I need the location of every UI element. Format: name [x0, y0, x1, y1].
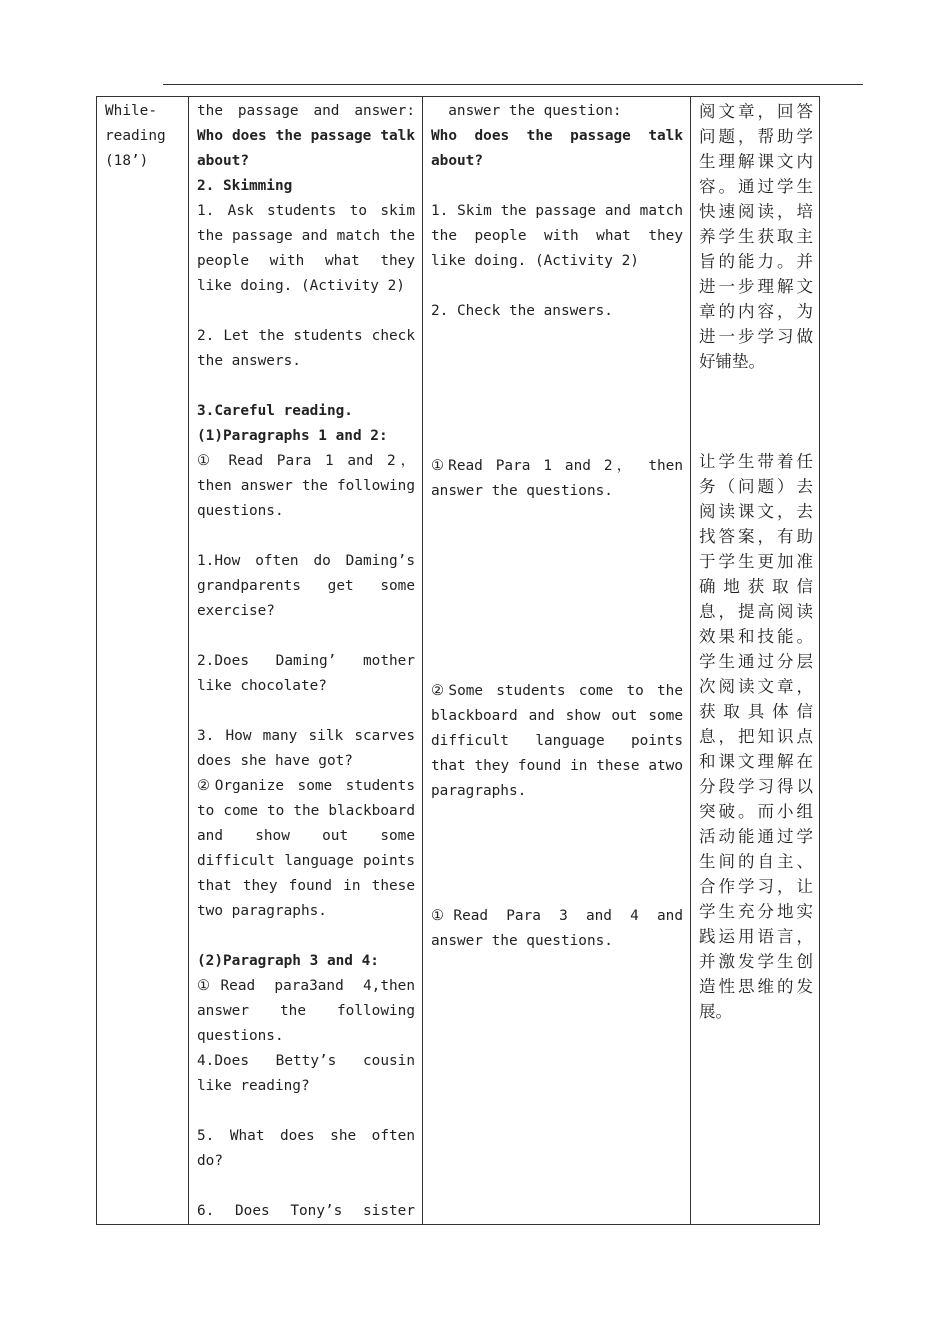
paragraphs-1-2-heading: (1)Paragraphs 1 and 2: [197, 428, 388, 444]
student-question: Who does the passage talk about? [431, 128, 683, 169]
careful-reading-heading: 3.Careful reading. [197, 403, 353, 419]
student-skim-step-2: 2. Check the answers. [431, 303, 613, 319]
purpose-cell [691, 97, 820, 1225]
paragraphs-3-4-task: ①Read para3and 4,then answer the following questions. [197, 978, 415, 1044]
teacher-activity-cell [189, 97, 423, 1225]
teacher-intro: the passage and answer: [197, 103, 415, 119]
student-skim-step-1: 1. Skim the passage and match the people with what they like doing. (Activity 2) [431, 203, 683, 269]
student-paragraphs-1-2-task: ①Read Para 1 and 2， then answer the questions. [431, 458, 683, 499]
question-3: 3. How many silk scarves does she have got? [197, 728, 415, 769]
skim-step-1: 1. Ask students to skim the passage and match the people with what they like doing. (Activity 2) [197, 203, 415, 294]
stage-cell [97, 97, 189, 1225]
stage-name: While-reading [105, 103, 166, 144]
student-intro: answer the question: [448, 103, 622, 119]
header-rule [163, 84, 863, 85]
paragraphs-1-2-task: ① Read Para 1 and 2， then answer the following questions. [197, 453, 415, 519]
student-activity-cell [423, 97, 691, 1225]
question-2: 2.Does Daming’ mother like chocolate? [197, 653, 415, 694]
skim-step-2: 2. Let the students check the answers. [197, 328, 415, 369]
purpose-paragraph-2: 让学生带着任务（问题）去阅读课文，去找答案，有助于学生更加准确地获取信息，提高阅读效果和技能。学生通过分层次阅读文章，获取具体信息，把知识点和课文理解在分段学习得以突破。而小组活动能通过学生间的自主、合作学习，让学生充分地实践运用语言，并激发学生创造性思维的发展。 [699, 452, 813, 1021]
student-show-language-points: ②Some students come to the blackboard and show out some difficult language points that they found in these atwo paragraphs. [431, 683, 683, 799]
paragraphs-3-4-heading: (2)Paragraph 3 and 4: [197, 953, 379, 969]
lesson-plan-table [96, 96, 820, 1225]
organize-task: ②Organize some students to come to the blackboard and show out some difficult language points that they found in these two paragraphs. [197, 778, 415, 919]
question-6: 6. Does Tony’s sister [197, 1203, 415, 1219]
table-row [97, 97, 820, 1225]
question-5: 5. What does she often do? [197, 1128, 415, 1169]
question-4: 4.Does Betty’s cousin like reading? [197, 1053, 415, 1094]
purpose-paragraph-1: 阅文章，回答问题，帮助学生理解课文内容。通过学生快速阅读，培养学生获取主旨的能力。并进一步理解文章的内容，为进一步学习做好铺垫。 [699, 102, 813, 371]
skimming-heading: 2. Skimming [197, 178, 293, 194]
question-1: 1.How often do Daming’s grandparents get some exercise? [197, 553, 415, 619]
teacher-question: Who does the passage talk about? [197, 128, 415, 169]
student-paragraphs-3-4-task: ①Read Para 3 and 4 and answer the questions. [431, 908, 683, 949]
stage-time: (18’) [105, 153, 149, 169]
